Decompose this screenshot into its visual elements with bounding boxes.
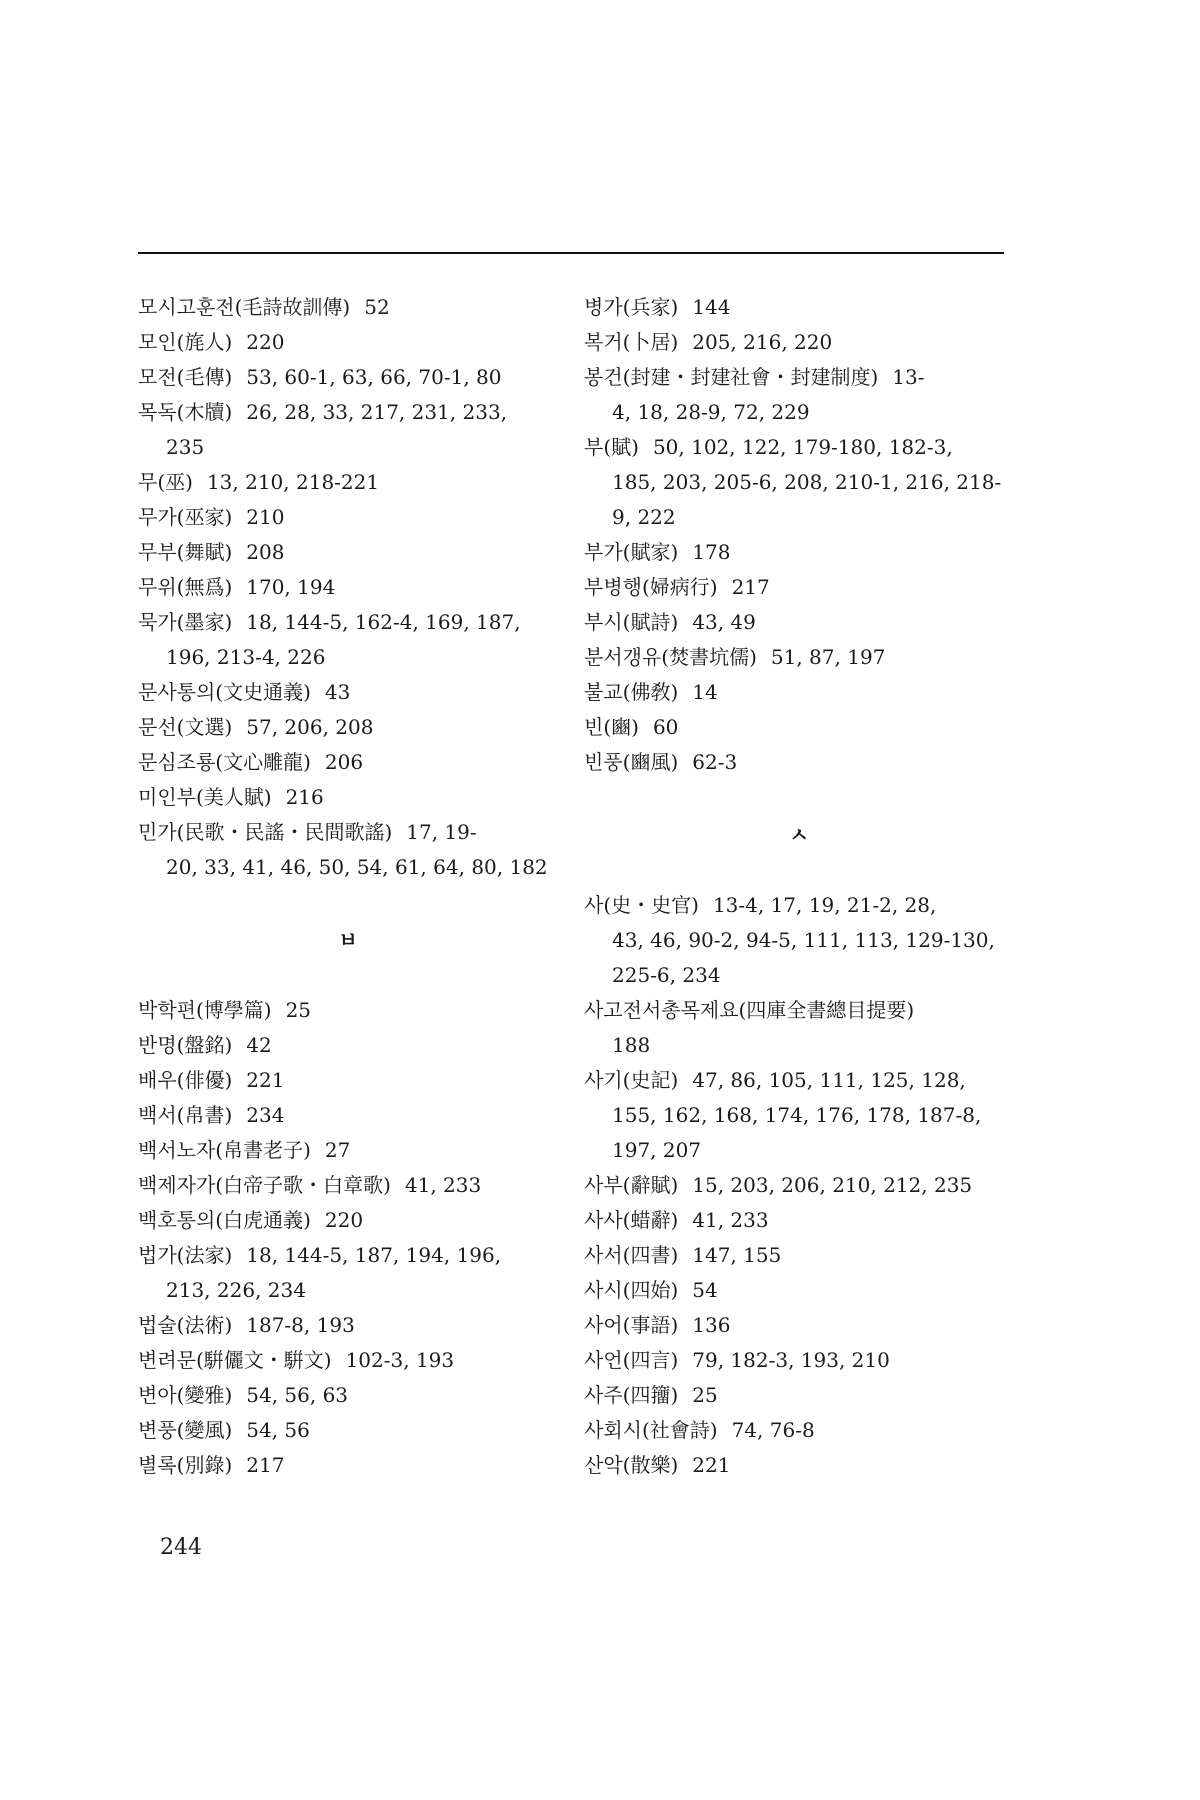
index-pages: 220 — [246, 330, 285, 354]
index-term: 문심조룡(文心雕龍) — [138, 750, 311, 774]
index-pages: 50, 102, 122, 179-180, 182-3, — [652, 435, 953, 459]
index-term: 묵가(墨家) — [138, 610, 233, 634]
index-term: 부(賦) — [584, 435, 639, 459]
index-term: 무부(舞賦) — [138, 540, 233, 564]
index-term: 법술(法術) — [138, 1313, 233, 1337]
index-term: 부병행(婦病行) — [584, 575, 718, 599]
index-term: 사시(四始) — [584, 1278, 679, 1302]
index-entry — [584, 1378, 1014, 1413]
index-entry — [138, 570, 558, 605]
index-pages: 13- — [892, 365, 925, 389]
index-entry — [138, 1238, 558, 1308]
index-entry — [138, 325, 558, 360]
index-term: 모시고훈전(毛詩故訓傳) — [138, 295, 351, 319]
index-entry — [584, 1343, 1014, 1378]
index-term: 사주(四籒) — [584, 1383, 679, 1407]
index-entry — [138, 1203, 558, 1238]
index-term: 산악(散樂) — [584, 1453, 679, 1477]
index-pages-continued: 155, 162, 168, 174, 176, 178, 187-8, — [612, 1103, 982, 1127]
index-pages-continued: 4, 18, 28-9, 72, 229 — [612, 400, 810, 424]
index-pages: 43, 49 — [692, 610, 756, 634]
index-group-b-cont — [584, 290, 1014, 780]
index-term: 불교(佛敎) — [584, 680, 679, 704]
index-term: 부가(賦家) — [584, 540, 679, 564]
index-pages: 41, 233 — [404, 1173, 482, 1197]
index-entry — [138, 1378, 558, 1413]
index-entry — [138, 1413, 558, 1448]
index-pages: 220 — [324, 1208, 364, 1232]
index-pages-continued: 188 — [612, 1033, 651, 1057]
index-group-m — [138, 290, 558, 885]
index-entry — [138, 360, 558, 395]
index-entry — [584, 640, 1014, 675]
index-group-b — [138, 993, 558, 1483]
index-entry — [584, 290, 1014, 325]
index-pages: 52 — [364, 295, 390, 319]
index-pages: 13-4, 17, 19, 21-2, 28, — [712, 893, 937, 917]
index-term: 사어(事語) — [584, 1313, 679, 1337]
index-term: 병가(兵家) — [584, 295, 679, 319]
index-pages: 57, 206, 208 — [246, 715, 374, 739]
index-pages: 62-3 — [692, 750, 738, 774]
index-group-s — [584, 888, 1014, 1483]
index-term: 빈(豳) — [584, 715, 639, 739]
index-term: 복거(卜居) — [584, 330, 679, 354]
index-pages: 51, 87, 197 — [770, 645, 886, 669]
index-entry — [138, 745, 558, 780]
index-pages: 147, 155 — [692, 1243, 782, 1267]
index-pages-continued: 225-6, 234 — [612, 963, 721, 987]
index-term: 반명(盤銘) — [138, 1033, 233, 1057]
index-term: 부시(賦詩) — [584, 610, 679, 634]
index-pages: 47, 86, 105, 111, 125, 128, — [692, 1068, 966, 1092]
index-pages: 217 — [246, 1453, 285, 1477]
index-term: 별록(別錄) — [138, 1453, 233, 1477]
index-entry — [584, 360, 1014, 430]
index-pages-continued: 235 — [166, 435, 205, 459]
index-term: 사기(史記) — [584, 1068, 679, 1092]
index-entry — [584, 888, 1014, 993]
index-term: 민가(民歌・民謠・民間歌謠) — [138, 820, 393, 844]
section-heading-s: ㅅ — [789, 823, 809, 847]
index-term: 법가(法家) — [138, 1243, 233, 1267]
index-term: 빈풍(豳風) — [584, 750, 679, 774]
index-pages: 60 — [652, 715, 679, 739]
index-pages: 54, 56 — [246, 1418, 310, 1442]
index-pages: 54, 56, 63 — [246, 1383, 349, 1407]
page-number: 244 — [160, 1535, 202, 1560]
index-entry — [584, 675, 1014, 710]
index-entry — [138, 1168, 558, 1203]
index-term: 사사(蜡辭) — [584, 1208, 679, 1232]
index-pages: 206 — [324, 750, 364, 774]
index-term: 무위(無爲) — [138, 575, 233, 599]
index-pages: 170, 194 — [246, 575, 336, 599]
index-term: 백서(帛書) — [138, 1103, 233, 1127]
index-term: 박학편(博學篇) — [138, 998, 272, 1022]
index-entry — [138, 1063, 558, 1098]
index-term: 봉건(封建・封建社會・封建制度) — [584, 365, 879, 389]
index-term: 백제자가(白帝子歌・白章歌) — [138, 1173, 391, 1197]
index-entry — [138, 1133, 558, 1168]
index-term: 변려문(騈儷文・騈文) — [138, 1348, 332, 1372]
index-term: 사부(辭賦) — [584, 1173, 679, 1197]
index-entry — [138, 1448, 558, 1483]
index-term: 사언(四言) — [584, 1348, 679, 1372]
index-pages: 13, 210, 218-221 — [206, 470, 380, 494]
right-column — [584, 290, 1014, 1483]
index-pages: 221 — [246, 1068, 285, 1092]
index-term: 모인(旄人) — [138, 330, 233, 354]
index-entry — [584, 1308, 1014, 1343]
index-entry — [584, 605, 1014, 640]
index-term: 문사통의(文史通義) — [138, 680, 311, 704]
index-entry — [584, 1168, 1014, 1203]
index-term: 변풍(變風) — [138, 1418, 233, 1442]
index-term: 미인부(美人賦) — [138, 785, 272, 809]
index-entry — [138, 1343, 558, 1378]
index-pages: 205, 216, 220 — [692, 330, 833, 354]
index-entry — [138, 710, 558, 745]
header-rule — [138, 252, 1004, 254]
index-entry — [584, 570, 1014, 605]
index-pages: 208 — [246, 540, 285, 564]
index-term: 목독(木牘) — [138, 400, 233, 424]
index-pages-continued: 20, 33, 41, 46, 50, 54, 61, 64, 80, 182 — [166, 855, 548, 879]
index-entry — [138, 535, 558, 570]
index-pages: 136 — [692, 1313, 731, 1337]
index-entry — [138, 815, 558, 885]
index-entry — [138, 780, 558, 815]
index-pages-continued: 9, 222 — [612, 505, 676, 529]
index-entry — [584, 1063, 1014, 1168]
index-pages: 53, 60-1, 63, 66, 70-1, 80 — [246, 365, 502, 389]
index-entry — [584, 745, 1014, 780]
index-pages: 217 — [731, 575, 770, 599]
index-term: 백호통의(白虎通義) — [138, 1208, 311, 1232]
index-entry — [584, 1238, 1014, 1273]
index-pages: 42 — [246, 1033, 272, 1057]
index-pages: 221 — [692, 1453, 731, 1477]
index-pages: 25 — [285, 998, 312, 1022]
index-entry — [138, 1098, 558, 1133]
index-pages-continued: 43, 46, 90-2, 94-5, 111, 113, 129-130, — [612, 928, 995, 952]
index-pages: 210 — [246, 505, 285, 529]
index-pages: 79, 182-3, 193, 210 — [692, 1348, 890, 1372]
index-entry — [584, 1273, 1014, 1308]
index-entry — [138, 465, 558, 500]
index-pages-continued: 213, 226, 234 — [166, 1278, 306, 1302]
index-term: 무가(巫家) — [138, 505, 233, 529]
index-term: 사서(四書) — [584, 1243, 679, 1267]
index-term: 변아(變雅) — [138, 1383, 233, 1407]
index-pages-continued: 196, 213-4, 226 — [166, 645, 326, 669]
index-entry — [138, 1308, 558, 1343]
index-pages: 41, 233 — [692, 1208, 769, 1232]
index-term: 배우(俳優) — [138, 1068, 233, 1092]
index-entry — [584, 535, 1014, 570]
index-term: 분서갱유(焚書坑儒) — [584, 645, 757, 669]
index-pages-continued: 197, 207 — [612, 1138, 702, 1162]
index-term: 무(巫) — [138, 470, 193, 494]
index-entry — [138, 1028, 558, 1063]
index-entry — [138, 290, 558, 325]
index-entry — [138, 993, 558, 1028]
index-entry — [138, 605, 558, 675]
index-pages: 14 — [692, 680, 718, 704]
index-term: 백서노자(帛書老子) — [138, 1138, 311, 1162]
index-pages: 27 — [324, 1138, 351, 1162]
index-entry — [584, 1203, 1014, 1238]
index-pages: 74, 76-8 — [731, 1418, 815, 1442]
index-pages: 15, 203, 206, 210, 212, 235 — [692, 1173, 973, 1197]
index-pages: 43 — [324, 680, 351, 704]
section-heading-b: ㅂ — [338, 928, 358, 952]
index-pages: 234 — [246, 1103, 285, 1127]
index-term: 사고전서총목제요(四庫全書總目提要) — [584, 998, 915, 1022]
index-entry — [584, 1413, 1014, 1448]
index-term: 사(史・史官) — [584, 893, 699, 917]
index-pages: 144 — [692, 295, 731, 319]
index-pages: 54 — [692, 1278, 718, 1302]
index-pages-continued: 185, 203, 205-6, 208, 210-1, 216, 218- — [612, 470, 1002, 494]
index-entry — [584, 325, 1014, 360]
left-column — [138, 290, 558, 1483]
index-pages: 17, 19- — [406, 820, 477, 844]
index-term: 사회시(社會詩) — [584, 1418, 718, 1442]
index-pages: 26, 28, 33, 217, 231, 233, — [246, 400, 508, 424]
index-entry — [584, 430, 1014, 535]
index-entry — [584, 1448, 1014, 1483]
index-entry — [584, 710, 1014, 745]
index-term: 문선(文選) — [138, 715, 233, 739]
index-pages: 178 — [692, 540, 731, 564]
index-entry — [138, 395, 558, 465]
index-pages: 102-3, 193 — [345, 1348, 455, 1372]
index-pages: 187-8, 193 — [246, 1313, 355, 1337]
index-pages: 25 — [692, 1383, 718, 1407]
index-entry — [584, 993, 1014, 1063]
index-entry — [138, 675, 558, 710]
index-pages: 18, 144-5, 187, 194, 196, — [246, 1243, 502, 1267]
index-entry — [138, 500, 558, 535]
index-pages: 216 — [285, 785, 324, 809]
index-pages: 18, 144-5, 162-4, 169, 187, — [246, 610, 521, 634]
index-term: 모전(毛傳) — [138, 365, 233, 389]
